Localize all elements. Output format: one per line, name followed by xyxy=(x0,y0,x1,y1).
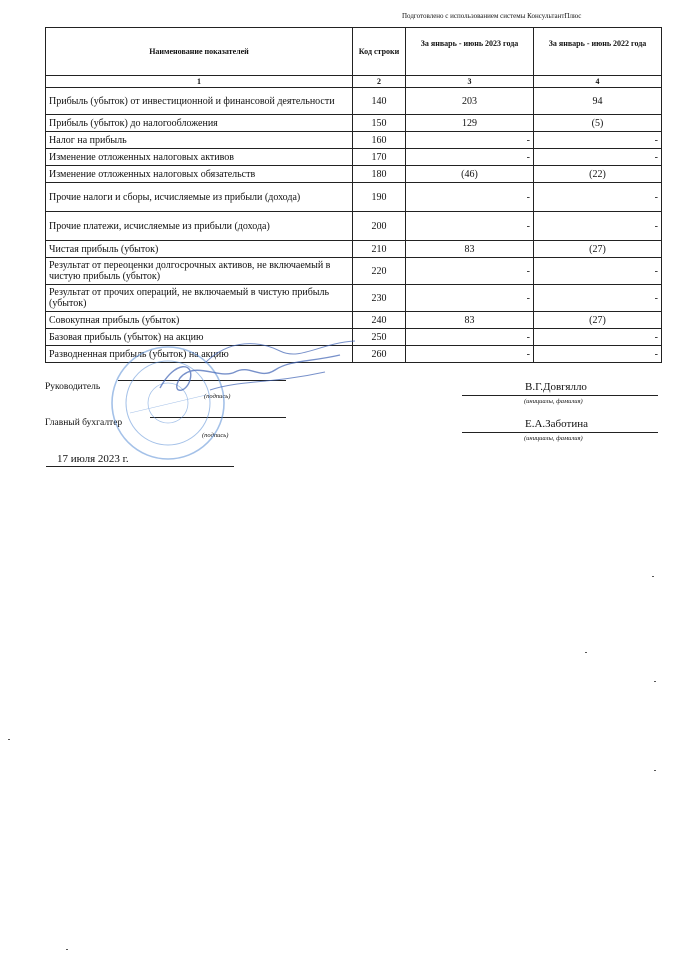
row-name: Прочие платежи, исчисляемые из прибыли (дохода) xyxy=(46,212,353,241)
row-name: Изменение отложенных налоговых активов xyxy=(46,149,353,166)
header-period-2023: За январь - июнь 2023 года xyxy=(406,28,534,76)
table-row xyxy=(46,166,662,183)
row-value-2022: (5) xyxy=(534,115,662,132)
col-number: 3 xyxy=(406,76,534,88)
row-code: 200 xyxy=(353,212,406,241)
row-name: Налог на прибыль xyxy=(46,132,353,149)
row-value-2023: 83 xyxy=(406,241,534,258)
row-value-2022: - xyxy=(534,285,662,312)
table-row xyxy=(46,241,662,258)
head-name-caption: (инициалы, фамилия) xyxy=(524,398,583,405)
header-period-2022: За январь - июнь 2022 года xyxy=(534,28,662,76)
report-date: 17 июля 2023 г. xyxy=(57,453,129,465)
row-value-2023: - xyxy=(406,258,534,285)
row-code: 150 xyxy=(353,115,406,132)
row-value-2023: 83 xyxy=(406,312,534,329)
scan-speck xyxy=(66,949,68,950)
scan-speck xyxy=(585,652,587,653)
row-value-2023: (46) xyxy=(406,166,534,183)
row-code: 160 xyxy=(353,132,406,149)
accountant-name-line xyxy=(462,432,658,433)
table-row xyxy=(46,312,662,329)
date-line xyxy=(46,466,234,467)
table-row xyxy=(46,183,662,212)
row-code: 180 xyxy=(353,166,406,183)
table-row xyxy=(46,115,662,132)
header-code: Код строки xyxy=(353,28,406,76)
row-code: 190 xyxy=(353,183,406,212)
prepared-note: Подготовлено с использованием системы КонсультантПлюс xyxy=(402,12,582,20)
accountant-label: Главный бухгалтер xyxy=(45,418,123,428)
row-value-2022: (27) xyxy=(534,312,662,329)
row-value-2022: - xyxy=(534,258,662,285)
row-code: 260 xyxy=(353,346,406,363)
table-row xyxy=(46,329,662,346)
table-header-row xyxy=(46,28,662,76)
row-value-2023: - xyxy=(406,329,534,346)
row-value-2022: (27) xyxy=(534,241,662,258)
table-row xyxy=(46,149,662,166)
col-number: 1 xyxy=(46,76,353,88)
col-number: 4 xyxy=(534,76,662,88)
row-value-2022: - xyxy=(534,346,662,363)
table-row xyxy=(46,258,662,285)
row-value-2023: 129 xyxy=(406,115,534,132)
table-row xyxy=(46,132,662,149)
row-code: 230 xyxy=(353,285,406,312)
row-name: Базовая прибыль (убыток) на акцию xyxy=(46,329,353,346)
accountant-sign-line xyxy=(150,417,286,418)
table-row xyxy=(46,285,662,312)
row-name: Совокупная прибыль (убыток) xyxy=(46,312,353,329)
row-name: Прибыль (убыток) от инвестиционной и финансовой деятельности xyxy=(46,88,353,115)
row-value-2023: - xyxy=(406,132,534,149)
row-value-2022: (22) xyxy=(534,166,662,183)
head-name: В.Г.Довгялло xyxy=(525,381,587,393)
accountant-name: Е.А.Заботина xyxy=(525,418,588,430)
row-value-2023: - xyxy=(406,346,534,363)
row-value-2022: - xyxy=(534,149,662,166)
accountant-sign-caption: (подпись) xyxy=(202,432,229,439)
col-number: 2 xyxy=(353,76,406,88)
row-code: 240 xyxy=(353,312,406,329)
head-label: Руководитель xyxy=(45,382,101,392)
row-value-2023: 203 xyxy=(406,88,534,115)
row-name: Результат от переоценки долгосрочных активов, не включаемый в чистую прибыль (убыток) xyxy=(46,258,353,285)
row-value-2022: - xyxy=(534,212,662,241)
head-sign-line xyxy=(118,380,286,381)
row-value-2022: - xyxy=(534,132,662,149)
scan-speck xyxy=(8,739,10,740)
row-name: Прочие налоги и сборы, исчисляемые из прибыли (дохода) xyxy=(46,183,353,212)
scan-speck xyxy=(654,770,656,771)
row-code: 140 xyxy=(353,88,406,115)
row-code: 220 xyxy=(353,258,406,285)
table-row xyxy=(46,346,662,363)
row-name: Результат от прочих операций, не включаемый в чистую прибыль (убыток) xyxy=(46,285,353,312)
row-value-2022: - xyxy=(534,183,662,212)
row-name: Изменение отложенных налоговых обязательств xyxy=(46,166,353,183)
table-row xyxy=(46,88,662,115)
row-value-2023: - xyxy=(406,183,534,212)
accountant-name-caption: (инициалы, фамилия) xyxy=(524,435,583,442)
row-value-2023: - xyxy=(406,285,534,312)
row-code: 170 xyxy=(353,149,406,166)
row-code: 250 xyxy=(353,329,406,346)
row-value-2022: 94 xyxy=(534,88,662,115)
head-sign-caption: (подпись) xyxy=(204,393,231,400)
scan-speck xyxy=(652,576,654,577)
header-name: Наименование показателей xyxy=(46,28,353,76)
row-name: Чистая прибыль (убыток) xyxy=(46,241,353,258)
row-value-2022: - xyxy=(534,329,662,346)
row-name: Разводненная прибыль (убыток) на акцию xyxy=(46,346,353,363)
head-name-line xyxy=(462,395,658,396)
row-value-2023: - xyxy=(406,149,534,166)
column-number-row xyxy=(46,76,662,88)
row-code: 210 xyxy=(353,241,406,258)
table-row xyxy=(46,212,662,241)
row-name: Прибыль (убыток) до налогообложения xyxy=(46,115,353,132)
scan-speck xyxy=(654,681,656,682)
row-value-2023: - xyxy=(406,212,534,241)
financial-report-table xyxy=(45,27,662,363)
